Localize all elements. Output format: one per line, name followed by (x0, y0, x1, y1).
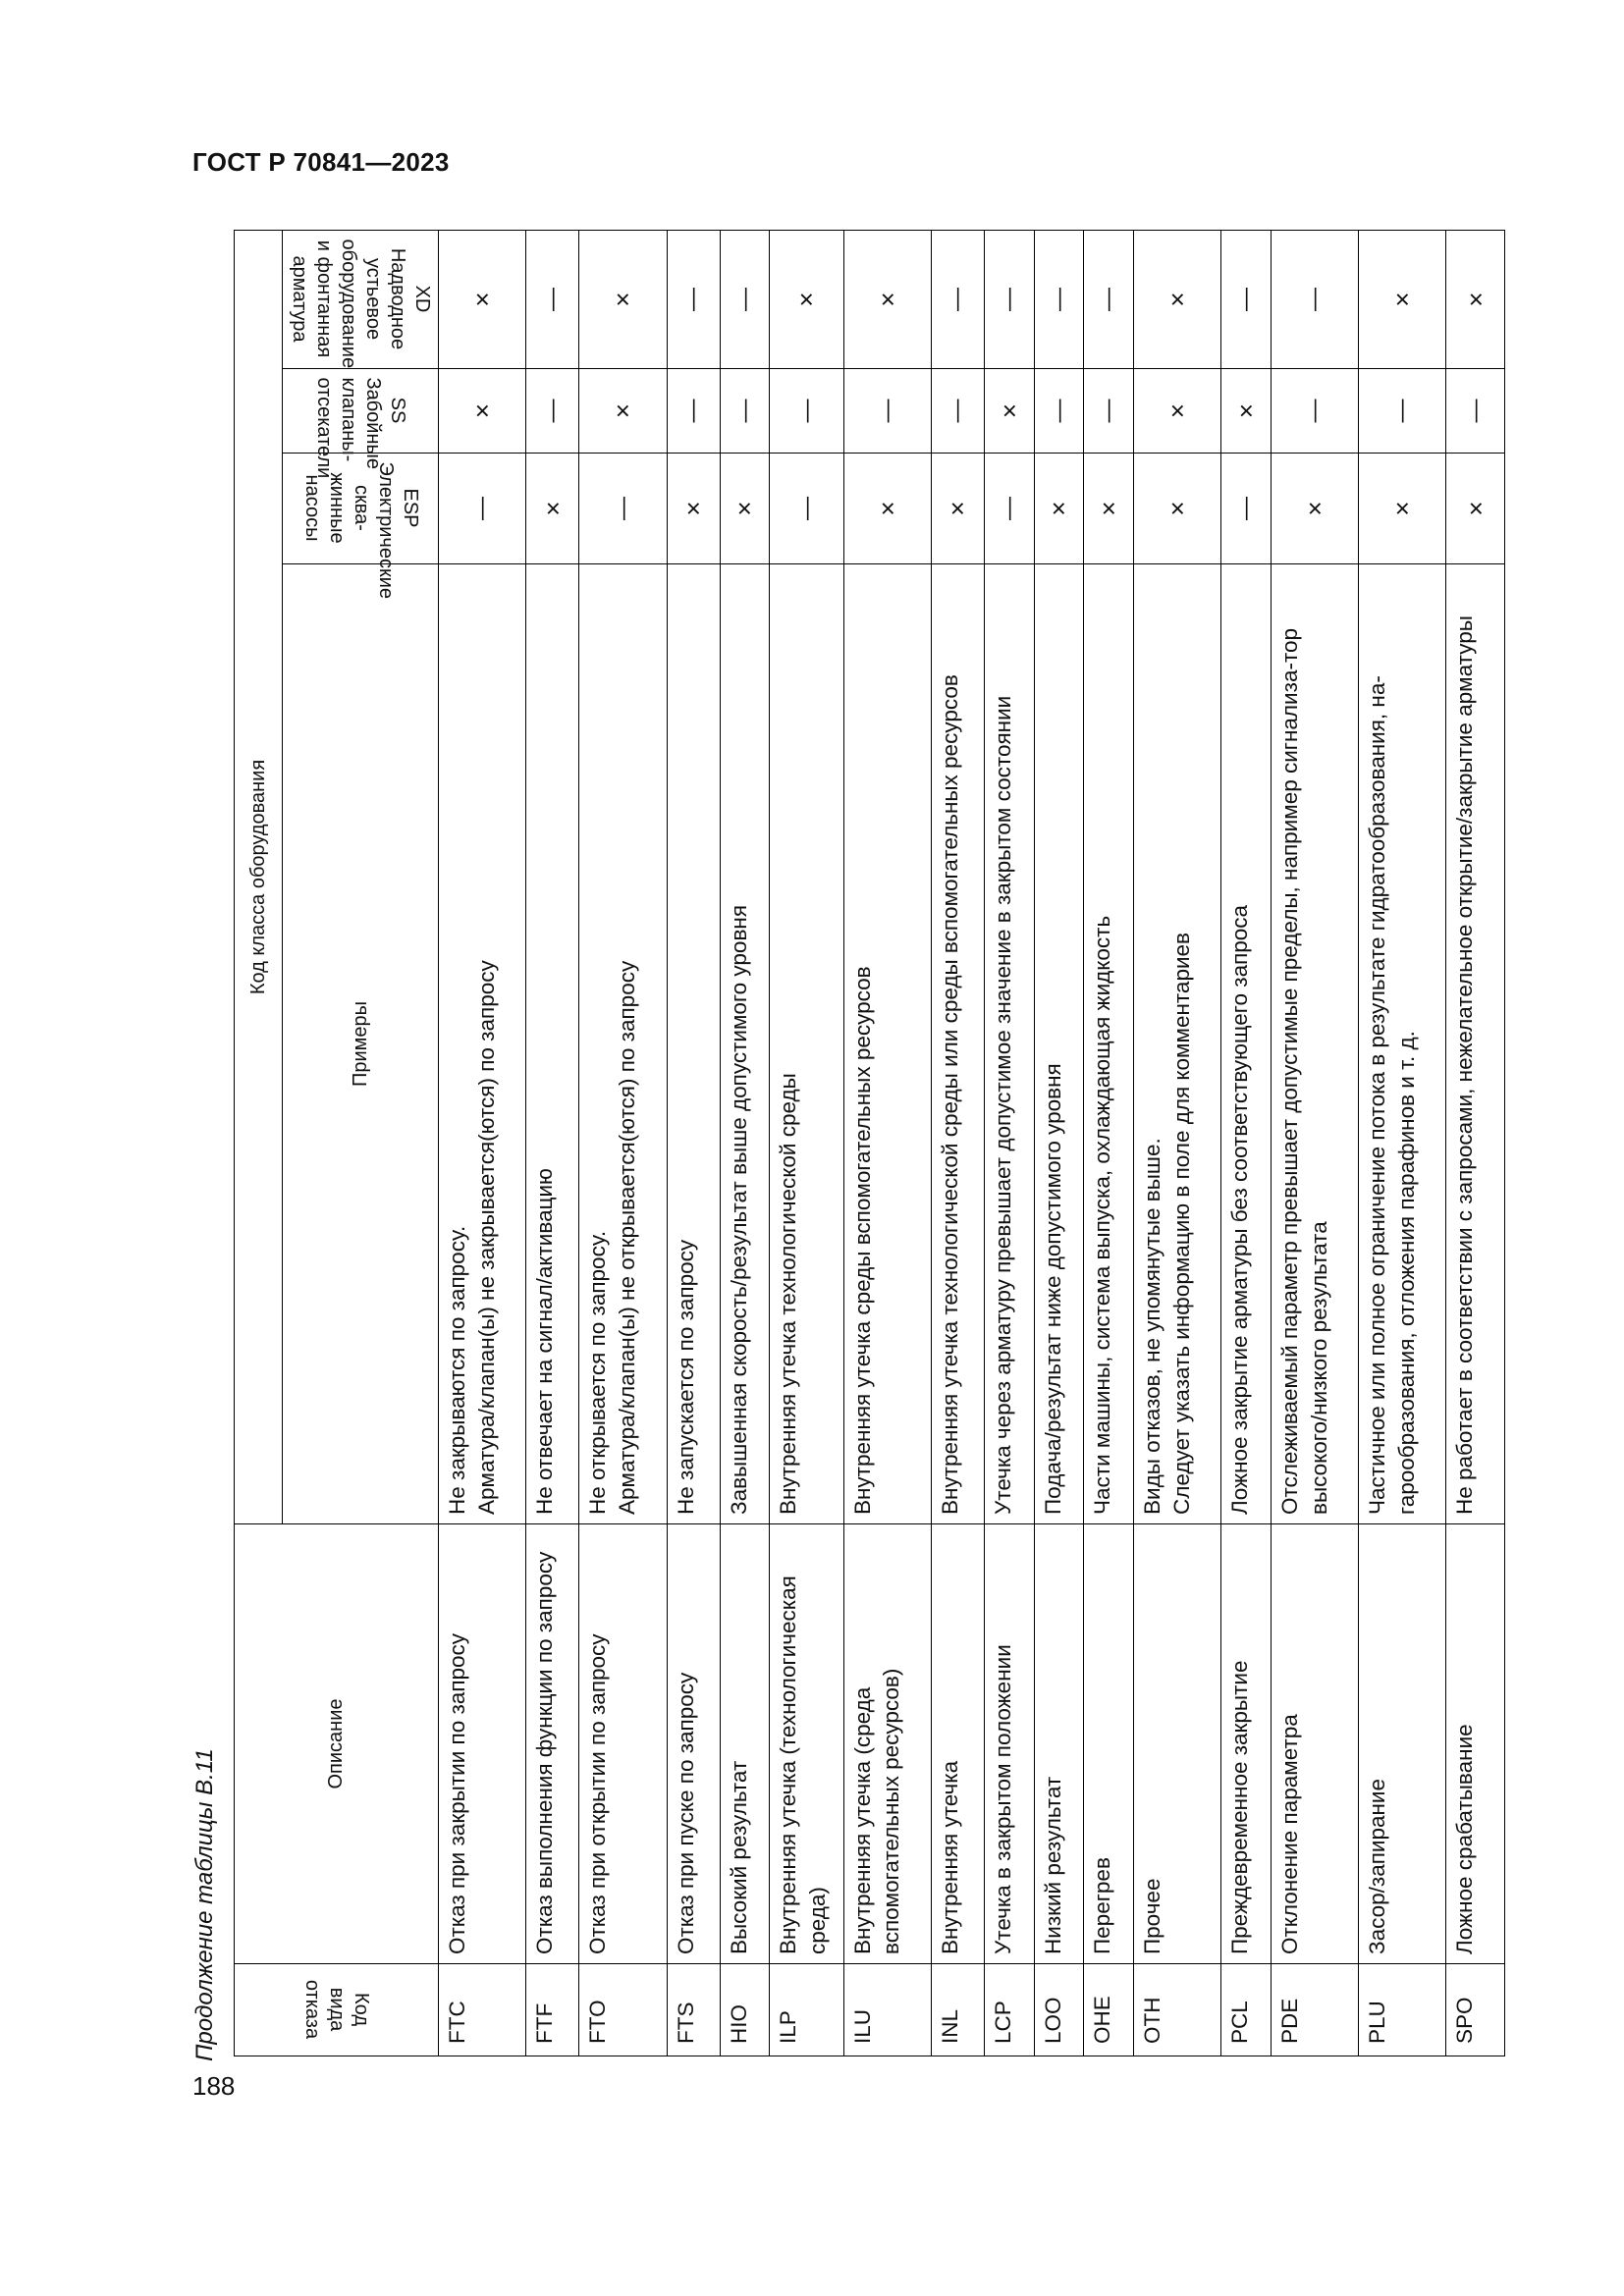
class-code: ESP (399, 488, 421, 529)
failure-code-cell: OTH (1133, 1964, 1220, 2056)
class-name: Электрические сква-жинные насосы (300, 462, 397, 600)
header-equipment-group: Код класса оборудования (235, 231, 283, 1524)
example-line: Внутренняя утечка среды вспомогательных ресурсов (849, 966, 875, 1515)
header-description: Описание (235, 1524, 439, 1964)
header-class-esp (283, 454, 439, 600)
applicability-mark-ss: — (1034, 369, 1084, 454)
failure-code-cell: OHE (1084, 1964, 1134, 2056)
table-row (843, 231, 931, 2056)
examples-cell (1133, 564, 1220, 1524)
applicability-mark-xd: × (770, 231, 843, 369)
applicability-mark-ss: — (720, 369, 770, 454)
table-row (720, 231, 770, 2056)
applicability-mark-esp: × (1446, 454, 1505, 564)
applicability-mark-ss: — (1359, 369, 1446, 454)
example-line: Ложное закрытие арматуры без соответствующего запроса (1227, 904, 1253, 1515)
applicability-mark-xd: × (1359, 231, 1446, 369)
applicability-mark-ss: — (931, 369, 984, 454)
applicability-mark-xd: — (1271, 231, 1358, 369)
applicability-mark-esp: × (1359, 454, 1446, 564)
examples-cell (1084, 564, 1134, 1524)
rotated-table-container (234, 231, 1505, 2056)
example-line: Внутренняя утечка технологической среды (776, 1073, 801, 1515)
table-row (1221, 231, 1272, 2056)
description-cell: Утечка в закрытом положении (984, 1524, 1034, 1964)
applicability-mark-esp: × (1084, 454, 1134, 564)
examples-cell (1446, 564, 1505, 1524)
table-row (1084, 231, 1134, 2056)
examples-cell (1271, 564, 1358, 1524)
description-cell: Отказ при закрытии по запросу (439, 1524, 526, 1964)
header-class-ss (283, 369, 439, 479)
applicability-mark-esp: — (439, 454, 526, 564)
table-body (439, 231, 1505, 2056)
applicability-mark-xd: × (579, 231, 667, 369)
applicability-mark-ss: — (1271, 369, 1358, 454)
failure-modes-table (234, 230, 1505, 2056)
example-line: Не закрываются по запросу. (445, 1225, 469, 1515)
description-cell: Внутренняя утечка (среда вспомогательных ресурсов) (843, 1524, 931, 1964)
example-line: Не открывается по запросу. (585, 1230, 611, 1515)
examples-cell (1359, 564, 1446, 1524)
examples-cell (843, 564, 931, 1524)
applicability-mark-ss: — (667, 369, 720, 454)
table-row (1133, 231, 1220, 2056)
failure-code-cell: PCL (1221, 1964, 1272, 2056)
example-line: Части машины, система выпуска, охлаждающая жидкость (1090, 915, 1115, 1515)
examples-cell (984, 564, 1034, 1524)
examples-cell (1221, 564, 1272, 1524)
example-line: Виды отказов, не упомянутые выше. (1139, 1138, 1164, 1515)
applicability-mark-esp: — (984, 454, 1034, 564)
applicability-mark-xd: — (1084, 231, 1134, 369)
table-row (984, 231, 1034, 2056)
applicability-mark-xd: — (720, 231, 770, 369)
failure-code-cell: LCP (984, 1964, 1034, 2056)
example-line: Арматура/клапан(ы) не открывается(ются) по запросу (614, 960, 639, 1515)
examples-cell (439, 564, 526, 1524)
table-row (770, 231, 843, 2056)
examples-cell (720, 564, 770, 1524)
description-cell: Низкий результат (1034, 1524, 1084, 1964)
failure-code-cell: FTF (526, 1964, 579, 2056)
example-line: Следует указать информацию в поле для комментариев (1168, 933, 1194, 1515)
description-cell: Внутренняя утечка (технологическая среда) (770, 1524, 843, 1964)
applicability-mark-esp: × (1034, 454, 1084, 564)
applicability-mark-xd: — (1034, 231, 1084, 369)
applicability-mark-ss: — (843, 369, 931, 454)
table-row (667, 231, 720, 2056)
failure-code-cell: INL (931, 1964, 984, 2056)
applicability-mark-esp: × (931, 454, 984, 564)
class-code: XD (411, 286, 433, 313)
failure-code-cell: HIO (720, 1964, 770, 2056)
applicability-mark-xd: × (439, 231, 526, 369)
failure-code-cell: FTO (579, 1964, 667, 2056)
applicability-mark-xd: × (843, 231, 931, 369)
applicability-mark-ss: — (1446, 369, 1505, 454)
table-row (931, 231, 984, 2056)
applicability-mark-esp: × (1133, 454, 1220, 564)
header-class-xd (283, 231, 439, 369)
header-failure-code: Код вида отказа (235, 1964, 439, 2056)
applicability-mark-esp: × (843, 454, 931, 564)
description-cell: Высокий результат (720, 1524, 770, 1964)
examples-cell (667, 564, 720, 1524)
table-caption: Продолжение таблицы В.11 (191, 1748, 218, 2061)
page-number: 188 (192, 2071, 236, 2101)
example-line: Частичное или полное ограничение потока в результате гидратообразования, на-гарообразования, отложения парафинов и т. д. (1365, 675, 1419, 1515)
applicability-mark-ss: × (1133, 369, 1220, 454)
applicability-mark-ss: — (1084, 369, 1134, 454)
failure-code-cell: ILU (843, 1964, 931, 2056)
document-header: ГОСТ Р 70841—2023 (192, 147, 450, 177)
applicability-mark-xd: — (526, 231, 579, 369)
applicability-mark-xd: — (984, 231, 1034, 369)
class-code: SS (387, 398, 408, 424)
applicability-mark-xd: × (1446, 231, 1505, 369)
failure-code-cell: SPO (1446, 1964, 1505, 2056)
example-line: Завышенная скорость/результат выше допустимого уровня (726, 904, 751, 1515)
table-row (439, 231, 526, 2056)
applicability-mark-esp: — (579, 454, 667, 564)
examples-cell (579, 564, 667, 1524)
applicability-mark-esp: × (667, 454, 720, 564)
applicability-mark-ss: × (439, 369, 526, 454)
table-row (1446, 231, 1505, 2056)
failure-code-cell: PDE (1271, 1964, 1358, 2056)
example-line: Арматура/клапан(ы) не закрывается(ются) по запросу (473, 960, 499, 1515)
description-cell: Отказ при пуске по запросу (667, 1524, 720, 1964)
applicability-mark-ss: × (984, 369, 1034, 454)
applicability-mark-esp: — (1221, 454, 1272, 564)
table-row (579, 231, 667, 2056)
applicability-mark-xd: × (1133, 231, 1220, 369)
table-row (1034, 231, 1084, 2056)
class-name: Надводное устьевое оборудование и фонтанная арматура (289, 240, 408, 369)
table-row (1271, 231, 1358, 2056)
example-line: Внутренняя утечка технологической среды или среды вспомогательных ресурсов (937, 674, 962, 1515)
applicability-mark-ss: — (526, 369, 579, 454)
applicability-mark-ss: × (579, 369, 667, 454)
failure-code-cell: ILP (770, 1964, 843, 2056)
table-row (526, 231, 579, 2056)
applicability-mark-esp: × (526, 454, 579, 564)
applicability-mark-ss: — (770, 369, 843, 454)
description-cell: Ложное срабатывание (1446, 1524, 1505, 1964)
failure-code-cell: PLU (1359, 1964, 1446, 2056)
description-cell: Отклонение параметра (1271, 1524, 1358, 1964)
class-name: Забойные клапаны-отсекатели (313, 378, 384, 479)
applicability-mark-ss: × (1221, 369, 1272, 454)
applicability-mark-xd: — (931, 231, 984, 369)
description-cell: Преждевременное закрытие (1221, 1524, 1272, 1964)
failure-code-cell: LOO (1034, 1964, 1084, 2056)
example-line: Не работает в соответствии с запросами, нежелательное открытие/закрытие арматуры (1452, 615, 1478, 1515)
examples-cell (770, 564, 843, 1524)
example-line: Подача/результат ниже допустимого уровня (1040, 1063, 1065, 1515)
description-cell: Перегрев (1084, 1524, 1134, 1964)
examples-cell (1034, 564, 1084, 1524)
example-line: Не отвечает на сигнал/активацию (532, 1168, 558, 1515)
table-row (1359, 231, 1446, 2056)
description-cell: Отказ при открытии по запросу (579, 1524, 667, 1964)
example-line: Отслеживаемый параметр превышает допустимые пределы, например сигнализа-тор высокого/низкого результата (1276, 627, 1331, 1515)
description-cell: Засор/запирание (1359, 1524, 1446, 1964)
examples-cell (931, 564, 984, 1524)
applicability-mark-esp: × (1271, 454, 1358, 564)
failure-code-cell: FTC (439, 1964, 526, 2056)
header-examples: Примеры (283, 564, 439, 1524)
description-cell: Внутренняя утечка (931, 1524, 984, 1964)
applicability-mark-xd: — (1221, 231, 1272, 369)
examples-cell (526, 564, 579, 1524)
failure-code-cell: FTS (667, 1964, 720, 2056)
description-cell: Отказ выполнения функции по запросу (526, 1524, 579, 1964)
example-line: Утечка через арматуру превышает допустимое значение в закрытом состоянии (990, 695, 1015, 1515)
example-line: Не запускается по запросу (673, 1239, 698, 1515)
applicability-mark-esp: — (770, 454, 843, 564)
applicability-mark-xd: — (667, 231, 720, 369)
description-cell: Прочее (1133, 1524, 1220, 1964)
applicability-mark-esp: × (720, 454, 770, 564)
